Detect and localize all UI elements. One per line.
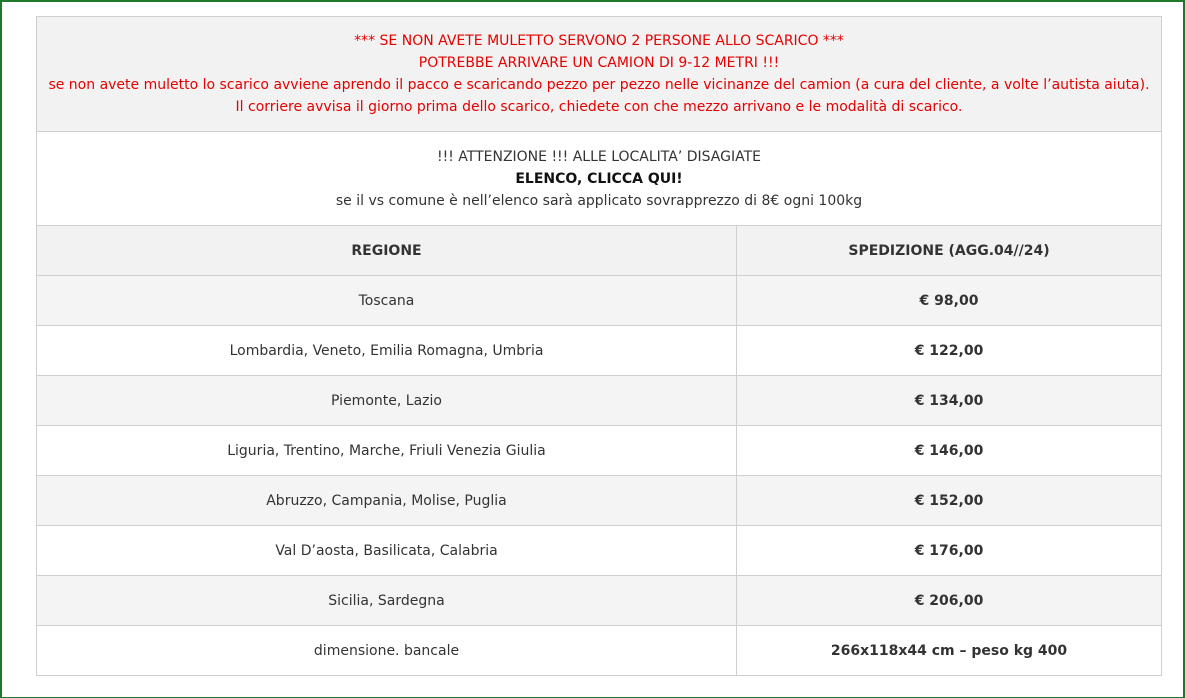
table-row <box>37 426 1162 476</box>
table-row <box>37 526 1162 576</box>
table-body <box>37 276 1162 676</box>
price-cell: € 206,00 <box>737 576 1162 626</box>
table-header-row <box>37 226 1162 276</box>
remote-locations-link[interactable]: ELENCO, CLICCA QUI! <box>515 170 683 187</box>
region-cell: Liguria, Trentino, Marche, Friuli Venezia Giulia <box>37 426 737 476</box>
region-cell: Lombardia, Veneto, Emilia Romagna, Umbria <box>37 326 737 376</box>
warning-unload-details: se non avete muletto lo scarico avviene aprendo il pacco e scaricando pezzo per pezzo nelle vicinanze del camion (a cura del cliente, a volte l’autista aiuta). Il corriere avvisa il giorno prima dello scarico, chiedete con che mezzo arrivano e le modalità di scarico. <box>48 77 1150 115</box>
notice-attention: !!! ATTENZIONE !!! ALLE LOCALITA’ DISAGIATE <box>436 148 762 165</box>
region-cell: Abruzzo, Campania, Molise, Puglia <box>37 476 737 526</box>
price-cell: € 152,00 <box>737 476 1162 526</box>
price-cell: € 134,00 <box>737 376 1162 426</box>
warning-row <box>37 17 1162 132</box>
header-region: REGIONE <box>37 226 737 276</box>
shipping-table <box>36 16 1162 676</box>
price-cell: € 98,00 <box>737 276 1162 326</box>
region-cell: Piemonte, Lazio <box>37 376 737 426</box>
notice-cell <box>37 132 1162 226</box>
notice-row <box>37 132 1162 226</box>
price-cell: € 146,00 <box>737 426 1162 476</box>
table-row <box>37 626 1162 676</box>
region-cell: Toscana <box>37 276 737 326</box>
price-cell: € 122,00 <box>737 326 1162 376</box>
price-cell: 266x118x44 cm – peso kg 400 <box>737 626 1162 676</box>
region-cell: Sicilia, Sardegna <box>37 576 737 626</box>
table-row <box>37 376 1162 426</box>
warning-forklift: *** SE NON AVETE MULETTO SERVONO 2 PERSONE ALLO SCARICO *** <box>354 33 844 49</box>
region-cell: dimensione. bancale <box>37 626 737 676</box>
warning-cell <box>37 17 1162 132</box>
table-row <box>37 326 1162 376</box>
price-cell: € 176,00 <box>737 526 1162 576</box>
region-cell: Val D’aosta, Basilicata, Calabria <box>37 526 737 576</box>
warning-truck-size: POTREBBE ARRIVARE UN CAMION DI 9-12 METRI !!! <box>418 55 780 71</box>
table-row <box>37 276 1162 326</box>
header-shipping: SPEDIZIONE (AGG.04//24) <box>737 226 1162 276</box>
table-row <box>37 476 1162 526</box>
table-row <box>37 576 1162 626</box>
notice-surcharge: se il vs comune è nell’elenco sarà applicato sovrapprezzo di 8€ ogni 100kg <box>335 192 863 209</box>
